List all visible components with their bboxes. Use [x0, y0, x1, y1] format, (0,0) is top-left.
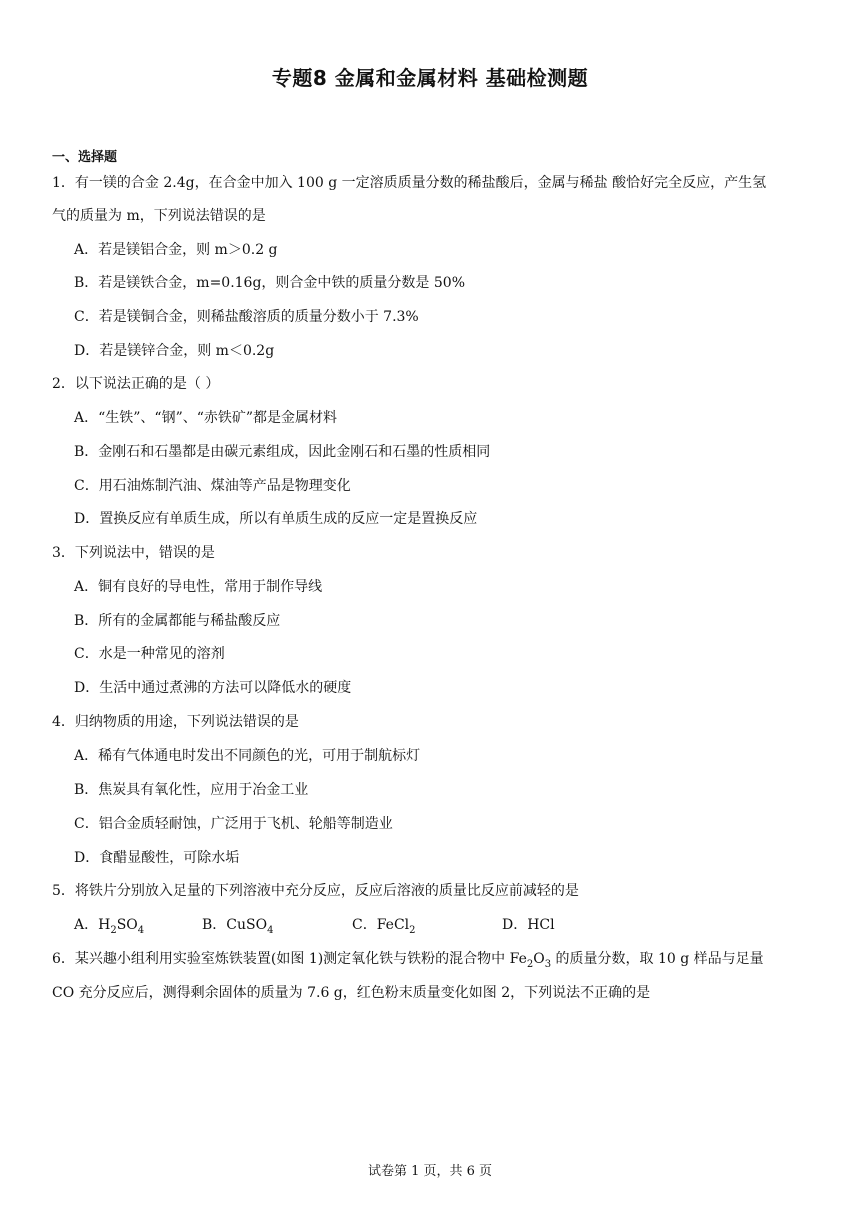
question-4-option-d: D．食醋显酸性，可除水垢 [74, 850, 240, 866]
question-5-option-b: B．CuSO$_4$ [202, 917, 274, 936]
question-3-option-d: D．生活中通过煮沸的方法可以降低水的硬度 [74, 680, 352, 696]
section-heading: 一、选择题 [52, 150, 118, 165]
question-3-option-c: C．水是一种常见的溶剂 [74, 646, 225, 662]
question-3-stem: 3．下列说法中，错误的是 [52, 545, 215, 561]
question-5-options [74, 915, 555, 935]
question-3-option-b: B．所有的金属都能与稀盐酸反应 [74, 613, 281, 629]
question-1-stem-line1: 1．有一镁的合金 2.4g，在合金中加入 100 g 一定溶质质量分数的稀盐酸后，金属与稀盐 酸恰好完全反应，产生氢 [52, 175, 767, 191]
page-title: 专题8 金属和金属材料 基础检测题 [271, 66, 589, 90]
question-5-option-a: A．$H_2SO_4$ [74, 917, 145, 936]
question-6-stem-line2: CO 充分反应后，测得剩余固体的质量为 7.6 g，红色粉末质量变化如图 2，下列说法不正确的是 [52, 985, 651, 1001]
question-4-option-a: A．稀有气体通电时发出不同颜色的光，可用于制航标灯 [74, 748, 421, 764]
question-4-option-b: B．焦炭具有氧化性，应用于冶金工业 [74, 782, 309, 798]
question-5-option-c: C．FeCl$_2$ [352, 917, 416, 936]
question-4-option-c: C．铝合金质轻耐蚀，广泛用于飞机、轮船等制造业 [74, 816, 393, 832]
question-1-option-d: D．若是镁锌合金，则 m＜0.2g [74, 343, 275, 359]
question-3-option-a: A．铜有良好的导电性，常用于制作导线 [74, 579, 323, 595]
question-2-stem: 2．以下说法正确的是（ ） [52, 376, 220, 392]
question-1-option-c: C．若是镁铜合金，则稀盐酸溶质的质量分数小于 7.3% [74, 309, 419, 325]
question-2-option-a: A．“生铁”、“钢”、“赤铁矿”都是金属材料 [74, 410, 338, 426]
question-5-stem: 5．将铁片分别放入足量的下列溶液中充分反应，反应后溶液的质量比反应前减轻的是 [52, 883, 579, 899]
question-2-option-c: C．用石油炼制汽油、煤油等产品是物理变化 [74, 478, 351, 494]
page-footer: 试卷第 1 页，共 6 页 [367, 1164, 493, 1179]
question-2-option-b: B．金刚石和石墨都是由碳元素组成，因此金刚石和石墨的性质相同 [74, 444, 491, 460]
question-2-option-d: D．置换反应有单质生成，所以有单质生成的反应一定是置换反应 [74, 511, 478, 527]
question-4-stem: 4．归纳物质的用途，下列说法错误的是 [52, 714, 299, 730]
question-1-option-a: A．若是镁铝合金，则 m＞0.2 g [74, 242, 278, 258]
question-6-stem-line1: 6．某兴趣小组利用实验室炼铁装置(如图 1)测定氧化铁与铁粉的混合物中 $Fe_2O_3$ 的质量分数，取 10 g 样品与足量 [52, 951, 764, 970]
question-1-option-b: B．若是镁铁合金，m=0.16g，则合金中铁的质量分数是 50% [74, 275, 465, 291]
question-5-option-d: D．HCl [502, 917, 555, 933]
question-1-stem-line2: 气的质量为 m，下列说法错误的是 [52, 208, 266, 224]
